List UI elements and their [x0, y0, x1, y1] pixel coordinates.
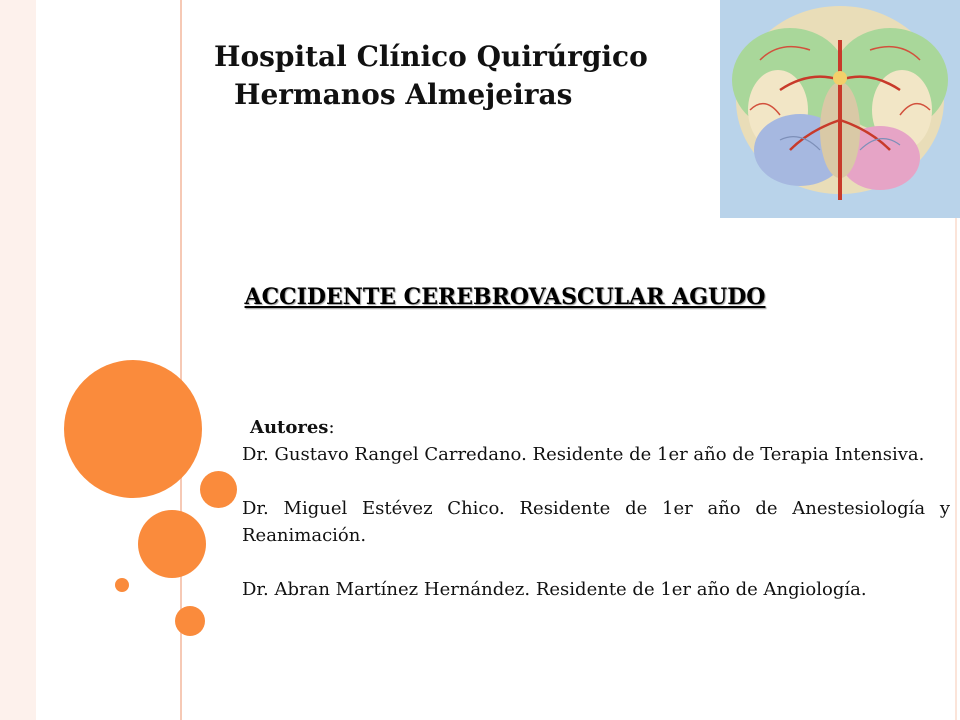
slide-title — [214, 38, 648, 114]
authors-colon: : — [328, 417, 335, 438]
brain-illustration — [720, 0, 960, 218]
author-1: Dr. Gustavo Rangel Carredano. Residente de 1er año de Terapia Intensiva. — [242, 444, 925, 465]
decor-circle-medium — [138, 510, 206, 578]
title-line-1: Hospital Clínico Quirúrgico — [214, 40, 648, 73]
authors-block — [242, 414, 950, 603]
author-2: Dr. Miguel Estévez Chico. Residente de 1er año de Anestesiología y Reanimación. — [242, 498, 950, 546]
decor-circle-small-2 — [175, 606, 205, 636]
decor-circle-small — [200, 471, 237, 508]
author-3: Dr. Abran Martínez Hernández. Residente de 1er año de Angiología. — [242, 579, 867, 600]
authors-label: Autores — [250, 417, 329, 438]
decor-circle-tiny — [115, 578, 129, 592]
authors-heading — [242, 414, 950, 441]
title-line-2: Hermanos Almejeiras — [234, 78, 573, 111]
decor-circle-large — [64, 360, 202, 498]
slide-subtitle: ACCIDENTE CEREBROVASCULAR AGUDO — [244, 284, 766, 310]
left-decor-band — [0, 0, 36, 720]
